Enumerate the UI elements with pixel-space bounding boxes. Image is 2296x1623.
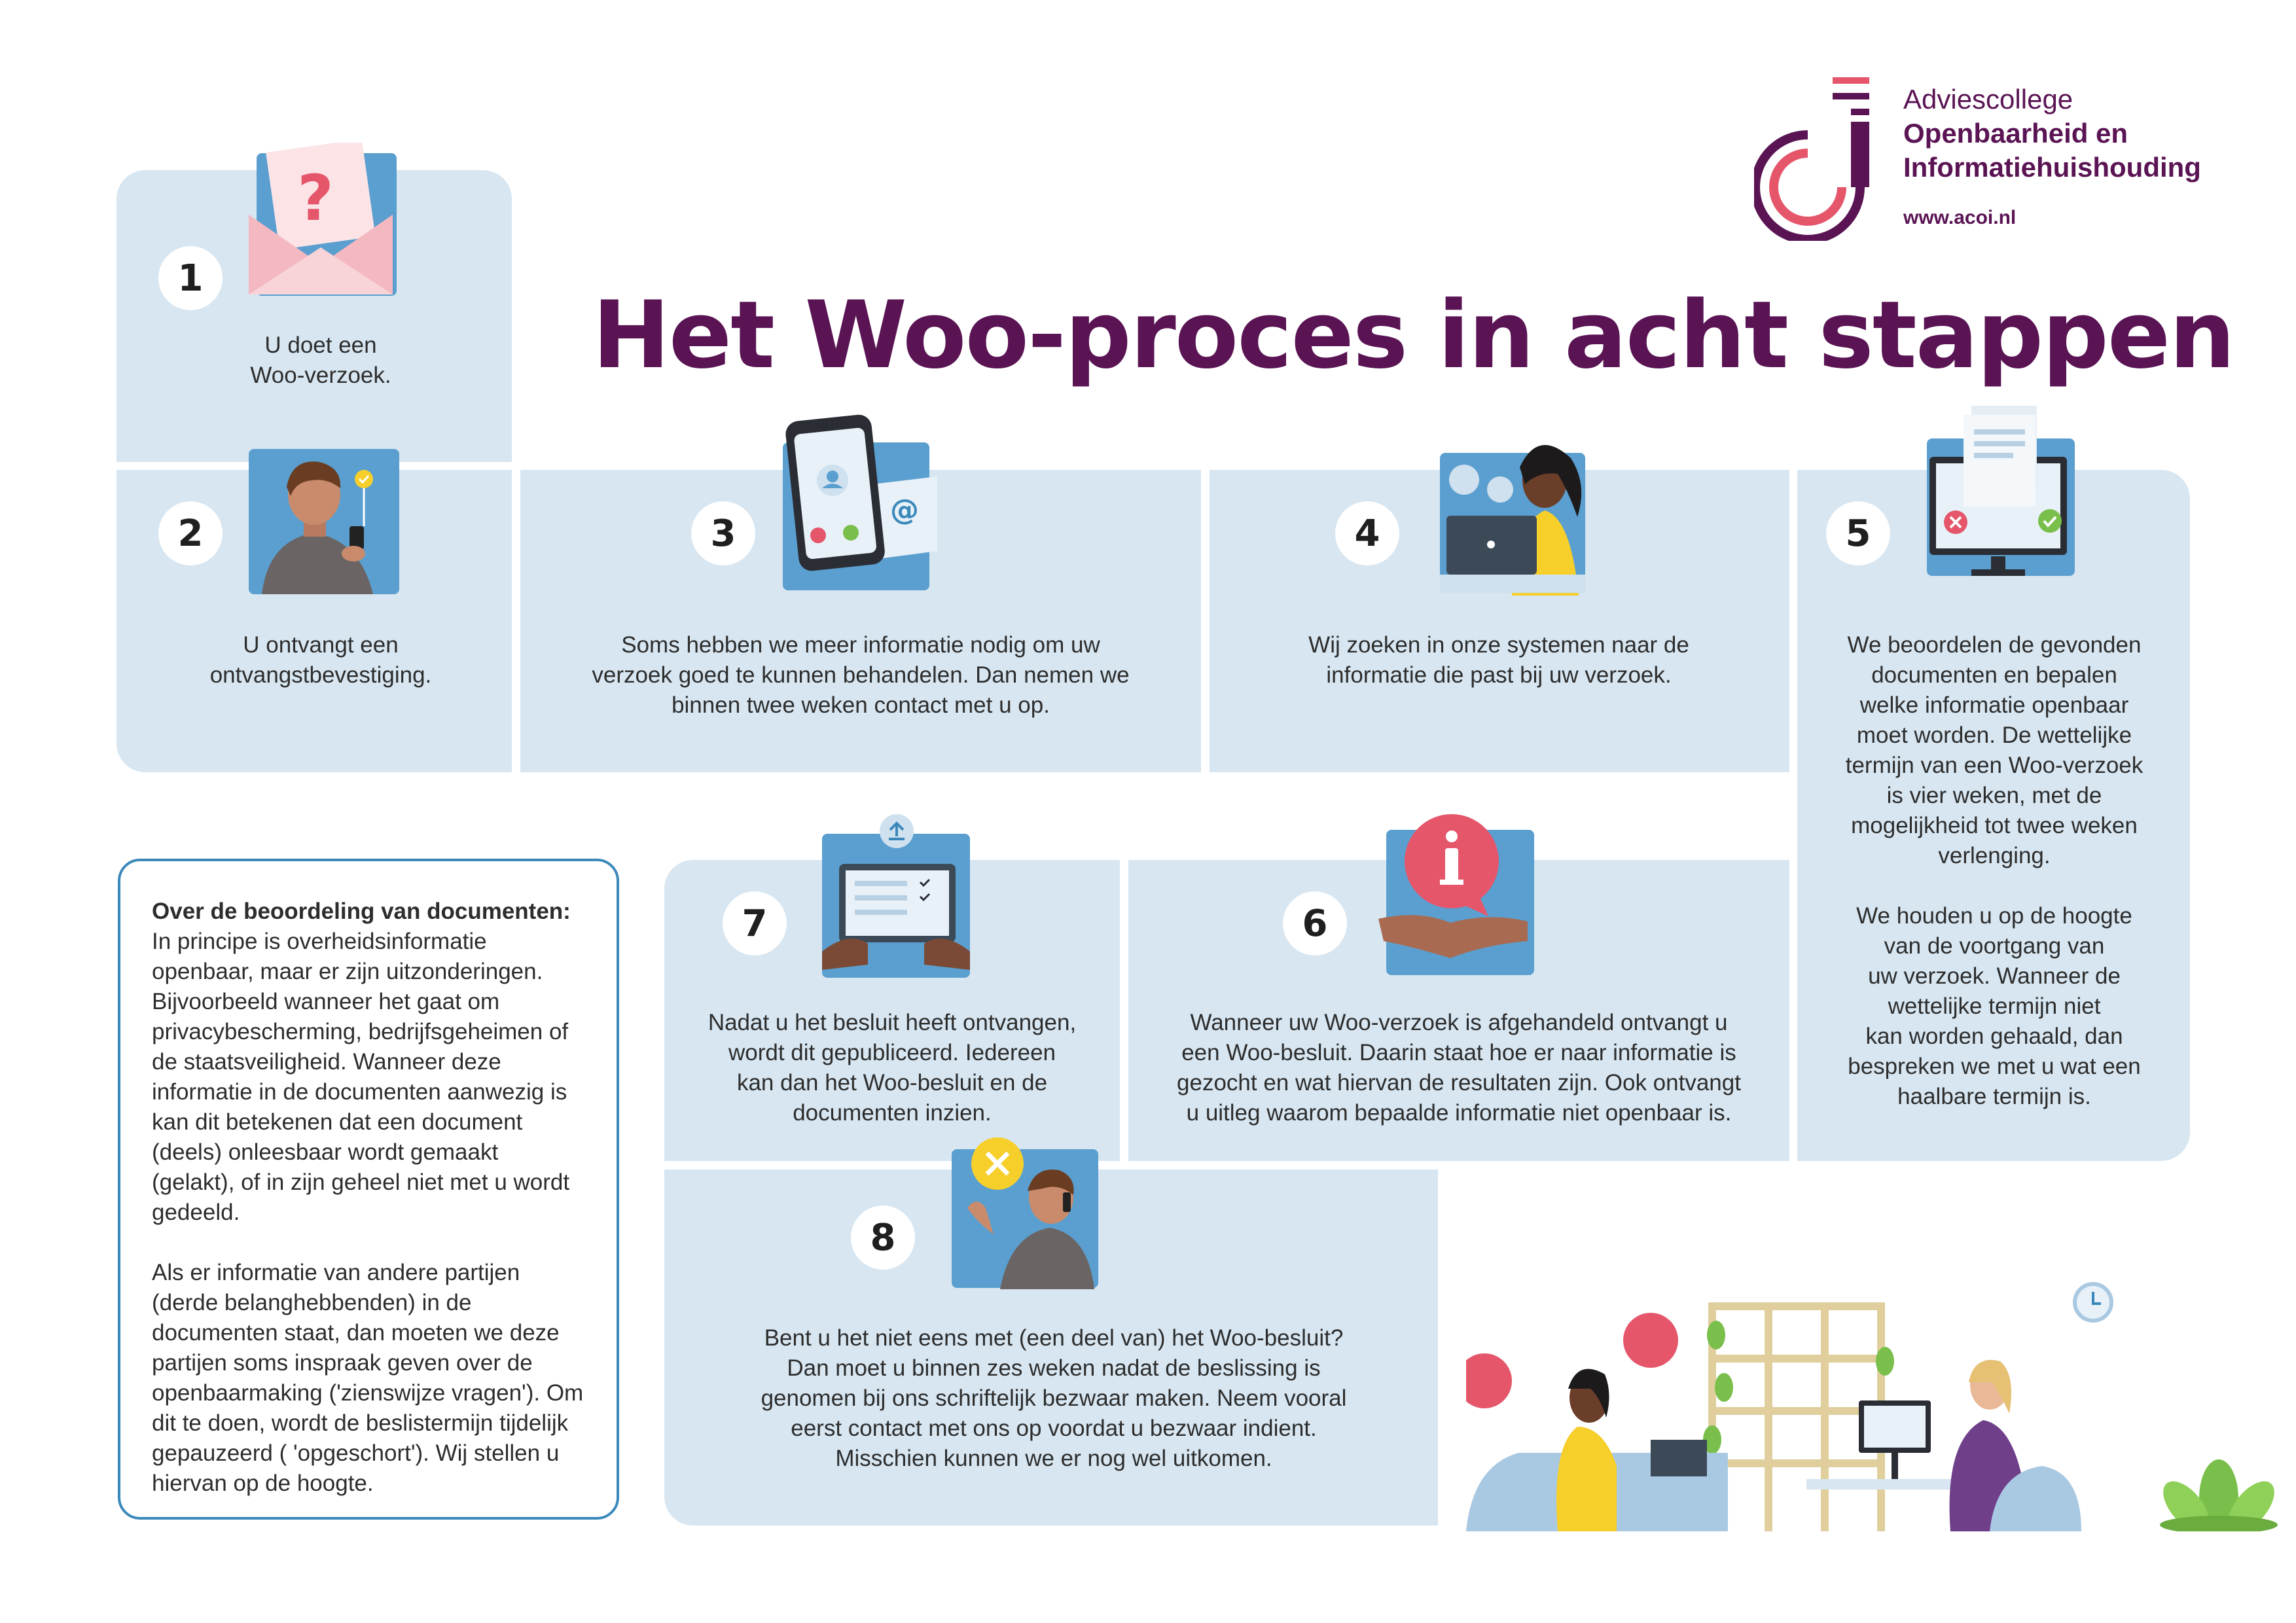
step-4-number: 4 — [1335, 501, 1399, 565]
page-title: Het Woo-proces in acht stappen — [592, 281, 2234, 389]
logo-url[interactable]: www.acoi.nl — [1903, 207, 2017, 228]
logo-line-2: Openbaarheid en — [1903, 118, 2128, 149]
step-8-text: Bent u het niet eens met (een deel van) het Woo-besluit? Dan moet u binnen zes weken nadat de beslissing is genomen bij ons schriftelijk bezwaar maken. Neem vooral eerst contact met ons op voordat u bezwaar indient. Misschien kunnen we er nog wel uitkomen. — [761, 1325, 1347, 1471]
envelope-question-icon — [243, 143, 398, 298]
step-4-text: Wij zoeken in onze systemen naar de informatie die past bij uw verzoek. — [1308, 632, 1689, 688]
person-phone-check-icon — [249, 449, 399, 594]
tablet-publish-icon — [822, 813, 970, 978]
info-box-paragraph-1 — [152, 897, 584, 1228]
hand-info-icon — [1378, 806, 1539, 975]
step-7-text: Nadat u het besluit heeft ontvangen, wordt dit gepubliceerd. Iedereen kan dan het Woo-besluit en de documenten inzien. — [708, 1010, 1077, 1126]
phone-contact-email-icon — [783, 414, 937, 590]
plant-icon — [2160, 1446, 2278, 1531]
logo-line-3: Informatiehuishouding — [1903, 152, 2201, 183]
step-6-text: Wanneer uw Woo-verzoek is afgehandeld ontvangt u een Woo-besluit. Daarin staat hoe er naar informatie is gezocht en wat hiervan de resultaten zijn. Ook ontvangt u uitleg waarom bepaalde informatie niet openbaar is. — [1177, 1010, 1741, 1126]
info-box-paragraph-2: Als er informatie van andere partijen (derde belanghebbenden) in de documenten staat, dan moeten we deze partijen soms inspraak geven over de openbaarmaking ('zienswijze vragen'). Om dit te doen, wordt de beslistermijn tijdelijk gepauzeerd ( 'opgeschort'). Wij stellen u hiervan op de hoogte. — [152, 1260, 584, 1496]
step-5-number: 5 — [1826, 501, 1890, 565]
step-3-text: Soms hebben we meer informatie nodig om uw verzoek goed te kunnen behandelen. Dan nemen we binnen twee weken contact met u op. — [592, 632, 1130, 718]
step-7-number: 7 — [723, 891, 787, 955]
person-phone-objection-icon — [948, 1136, 1100, 1289]
office-conversation-illustration — [1466, 1230, 2121, 1531]
step-3-number: 3 — [691, 501, 755, 565]
svg-text:?: ? — [297, 162, 334, 235]
info-box-document-assessment — [118, 859, 619, 1520]
step-5-text: We beoordelen de gevonden documenten en bepalen welke informatie openbaar moet worden. De wettelijke termijn van een Woo-verzoek is vier weken, met de mogelijkheid tot twee weken verlenging. We houden u op de hoogte van de voortgang van uw verzoek. Wanneer de wettelijke termijn niet kan worden gehaald, dan bespreken we met u wat een haalbare termijn is. — [1845, 632, 2144, 1109]
step-8-number: 8 — [851, 1205, 915, 1270]
svg-text:@: @ — [890, 493, 919, 527]
step-6-number: 6 — [1283, 891, 1347, 955]
info-box-text-1: In principe is overheidsinformatie openbaar, maar er zijn uitzonderingen. Bijvoorbeeld wanneer het gaat om privacybescherming, bedrijfsgeheimen of de staatsveiligheid. Wanneer deze informatie in de documenten aanwezig is kan dit betekenen dat een document (deels) onleesbaar wordt gemaakt (gelakt), of in zijn geheel niet met u wordt gedeeld. — [152, 929, 570, 1225]
step-2-text: U ontvangt een ontvangstbevestiging. — [209, 632, 432, 688]
acoi-logo-text — [1903, 82, 2201, 229]
person-laptop-search-icon — [1440, 432, 1597, 596]
step-1-text: U doet een Woo-verzoek. — [250, 332, 391, 388]
monitor-documents-review-icon — [1926, 406, 2076, 582]
logo-line-1: Adviescollege — [1903, 84, 2073, 115]
info-box-title: Over de beoordeling van documenten: — [152, 899, 571, 924]
acoi-logo-mark — [1754, 77, 1885, 241]
step-2-number: 2 — [158, 501, 223, 565]
step-1-number: 1 — [158, 246, 223, 310]
